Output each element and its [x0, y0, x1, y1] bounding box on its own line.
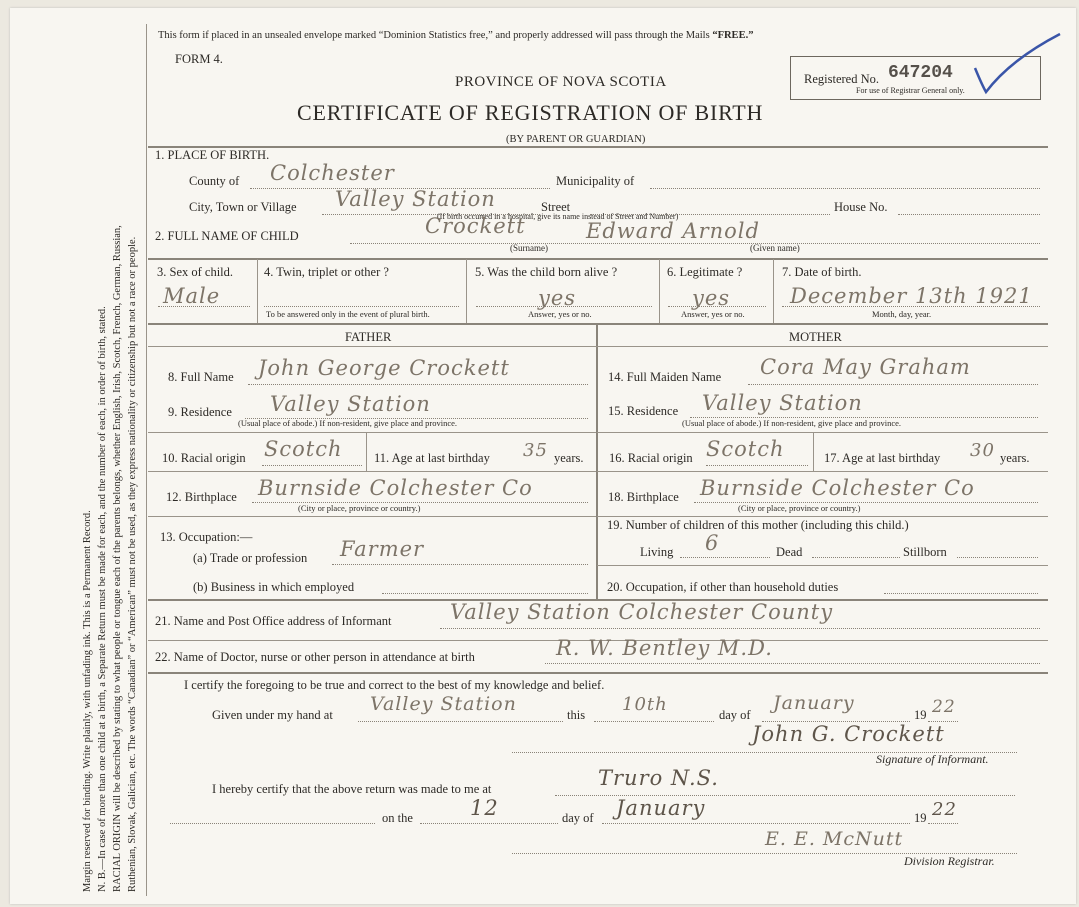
father-birthplace-label: 12. Birthplace	[166, 490, 237, 504]
father-trade-line	[332, 564, 588, 565]
child-surname-value: Crockett	[425, 214, 526, 238]
county-label: County of	[189, 174, 240, 188]
returned-day-line	[420, 823, 558, 824]
legitimate-label: 6. Legitimate ?	[667, 265, 743, 279]
father-birthplace-top-rule	[148, 471, 596, 472]
given-place-line	[358, 721, 563, 722]
margin-binding-note: Margin reserved for binding. Write plainly, with unfading ink. This is a Permanent Record.	[82, 510, 93, 892]
house-label: House No.	[834, 200, 888, 214]
living-value: 6	[705, 531, 720, 555]
mother-occupation-top-rule	[597, 565, 1048, 566]
mother-age-suffix: years.	[1000, 451, 1030, 465]
informant-label: 21. Name and Post Office address of Informant	[155, 614, 392, 628]
alive-line	[476, 306, 652, 307]
col-divider-4	[773, 259, 774, 323]
mother-occupation-label: 20. Occupation, if other than household duties	[607, 580, 839, 594]
legitimate-note: Answer, yes or no.	[681, 309, 745, 319]
mother-occupation-line	[884, 593, 1038, 594]
father-residence-note: (Usual place of abode.) If non-resident, give place and province.	[238, 418, 458, 428]
returned-year-value: 22	[932, 799, 957, 820]
child-given-name-value: Edward Arnold	[586, 219, 760, 243]
given-month-value: January	[773, 692, 855, 714]
house-line	[898, 214, 1040, 215]
twin-label: 4. Twin, triplet or other ?	[264, 265, 389, 279]
father-name-line	[248, 384, 588, 385]
legitimate-value: yes	[692, 286, 731, 310]
margin-racial-note-cont: Ruthenian, Slovak, Galician, etc. The words “Canadian” or “American” must not be used, as they express nationality or citizenship but not a race or people.	[127, 236, 138, 892]
dob-note: Month, day, year.	[872, 309, 932, 319]
sex-value: Male	[163, 284, 221, 308]
alive-value: yes	[538, 286, 577, 310]
place-of-birth-heading: 1. PLACE OF BIRTH.	[155, 148, 270, 162]
twin-line	[264, 306, 459, 307]
child-name-line	[350, 243, 1040, 244]
stillborn-label: Stillborn	[903, 545, 947, 559]
father-residence-label: 9. Residence	[168, 405, 232, 419]
margin-racial-note: RACIAL ORIGIN will be described by stating to what people or tongue each of the parents belongs, whether English, Irish, Scotch, French, German, Russian,	[112, 225, 123, 892]
registrar-use-note: For use of Registrar General only.	[856, 86, 965, 95]
check-mark-icon	[970, 30, 1065, 100]
parents-center-divider	[596, 324, 598, 599]
given-place-value: Valley Station	[370, 693, 517, 715]
alive-label: 5. Was the child born alive ?	[475, 265, 618, 279]
certify-text: I certify the foregoing to be true and correct to the best of my knowledge and belief.	[184, 678, 605, 692]
father-heading: FATHER	[345, 330, 392, 344]
father-name-value: John George Crockett	[258, 356, 510, 380]
mother-name-label: 14. Full Maiden Name	[608, 370, 722, 384]
twin-note: To be answered only in the event of plural birth.	[266, 309, 430, 319]
child-details-bottom-rule	[148, 323, 1048, 325]
returned-place-value: Truro N.S.	[598, 766, 719, 790]
county-value: Colchester	[270, 161, 395, 185]
father-occupation-label: 13. Occupation:—	[160, 530, 253, 544]
registrar-caption: Division Registrar.	[904, 854, 995, 868]
given-day-value: 10th	[622, 694, 668, 715]
surname-caption: (Surname)	[510, 243, 548, 253]
col-divider-1	[257, 259, 258, 323]
dead-label: Dead	[776, 545, 803, 559]
mother-racial-value: Scotch	[706, 437, 785, 461]
father-racial-value: Scotch	[264, 437, 343, 461]
city-value: Valley Station	[335, 187, 496, 211]
returned-month-line	[602, 823, 910, 824]
registrar-signature: E. E. McNutt	[765, 828, 904, 850]
page-title: CERTIFICATE OF REGISTRATION OF BIRTH	[297, 100, 764, 125]
municipality-line	[650, 188, 1040, 189]
legitimate-line	[668, 306, 766, 307]
mother-residence-value: Valley Station	[702, 391, 863, 415]
margin-nb-note: N. B.—In case of more than one child at a birth, a Separate Return must be made for each, and the number of each, in order of birth, stated.	[97, 306, 108, 892]
header-divider	[148, 146, 1048, 148]
mother-racial-line	[706, 465, 808, 466]
dob-value: December 13th 1921	[790, 284, 1033, 308]
city-label: City, Town or Village	[189, 200, 297, 214]
given-under-label: Given under my hand at	[212, 708, 333, 722]
returned-day-of-label: day of	[562, 811, 594, 825]
father-name-label: 8. Full Name	[168, 370, 234, 384]
parents-heading-rule	[148, 346, 1048, 347]
mother-age-divider	[813, 433, 814, 471]
given-day-line	[594, 721, 714, 722]
father-trade-value: Farmer	[340, 537, 425, 561]
father-birthplace-value: Burnside Colchester Co	[258, 476, 533, 500]
returned-day-value: 12	[470, 796, 499, 820]
year-prefix: 19	[914, 708, 927, 722]
dob-label: 7. Date of birth.	[782, 265, 862, 279]
informant-signature-caption: Signature of Informant.	[876, 752, 989, 766]
father-occupation-top-rule	[148, 516, 596, 517]
mother-birthplace-value: Burnside Colchester Co	[700, 476, 975, 500]
father-birthplace-note: (City or place, province or country.)	[298, 503, 421, 513]
registered-label: Registered No.	[804, 72, 879, 86]
child-name-label: 2. FULL NAME OF CHILD	[155, 229, 299, 243]
form-number: FORM 4.	[175, 52, 223, 66]
returned-month-value: January	[616, 796, 706, 820]
father-racial-label: 10. Racial origin	[162, 451, 246, 465]
page-subtitle: (BY PARENT OR GUARDIAN)	[506, 134, 646, 145]
informant-line	[440, 628, 1040, 629]
father-age-suffix: years.	[554, 451, 584, 465]
father-residence-value: Valley Station	[270, 392, 431, 416]
mother-name-line	[748, 384, 1038, 385]
street-label: Street	[541, 200, 571, 214]
province-title: PROVINCE OF NOVA SCOTIA	[455, 74, 667, 90]
day-of-label: day of	[719, 708, 751, 722]
mother-birthplace-note: (City or place, province or country.)	[738, 503, 861, 513]
mother-name-value: Cora May Graham	[760, 355, 971, 379]
father-age-label: 11. Age at last birthday	[374, 451, 490, 465]
registered-number: 647204	[888, 63, 953, 83]
father-business-label: (b) Business in which employed	[193, 580, 355, 594]
alive-note: Answer, yes or no.	[528, 309, 592, 319]
mother-birthplace-top-rule	[597, 471, 1048, 472]
mother-heading: MOTHER	[789, 330, 842, 344]
child-details-top-rule	[148, 258, 1048, 260]
free-label: “FREE.”	[712, 30, 754, 41]
informant-signature: John G. Crockett	[752, 722, 945, 746]
sex-line	[158, 306, 250, 307]
doctor-label: 22. Name of Doctor, nurse or other person in attendance at birth	[155, 650, 475, 664]
dead-line	[812, 557, 900, 558]
living-line	[680, 557, 770, 558]
margin-notes	[80, 225, 140, 892]
hospital-note: (If birth occurred in a hospital, give its name instead of Street and Number)	[437, 212, 679, 221]
mother-birthplace-label: 18. Birthplace	[608, 490, 679, 504]
col-divider-3	[659, 259, 660, 323]
father-business-line	[382, 593, 588, 594]
mother-racial-label: 16. Racial origin	[609, 451, 693, 465]
returned-blank-line	[170, 823, 375, 824]
col-divider-2	[466, 259, 467, 323]
mother-age-label: 17. Age at last birthday	[824, 451, 941, 465]
dob-line	[782, 306, 1040, 307]
mother-residence-note: (Usual place of abode.) If non-resident, give place and province.	[682, 418, 902, 428]
returned-year-line	[928, 823, 958, 824]
on-the-label: on the	[382, 811, 413, 825]
mother-residence-label: 15. Residence	[608, 404, 679, 418]
margin-rule	[146, 24, 147, 896]
municipality-label: Municipality of	[556, 174, 635, 188]
given-name-caption: (Given name)	[750, 243, 800, 253]
mother-age-value: 30	[970, 440, 995, 461]
mother-children-top-rule	[597, 516, 1048, 517]
mother-racial-top-rule	[597, 432, 1048, 433]
doctor-value: R. W. Bentley M.D.	[556, 636, 773, 660]
living-label: Living	[640, 545, 674, 559]
returned-year-prefix: 19	[914, 811, 927, 825]
this-label: this	[567, 708, 586, 722]
mother-children-label: 19. Number of children of this mother (including this child.)	[607, 518, 909, 532]
father-racial-top-rule	[148, 432, 596, 433]
given-year-value: 22	[932, 697, 956, 717]
informant-value: Valley Station Colchester County	[450, 600, 834, 624]
doctor-bottom-rule	[148, 672, 1048, 674]
father-trade-label: (a) Trade or profession	[193, 551, 308, 565]
father-age-value: 35	[523, 440, 548, 461]
father-age-divider	[366, 433, 367, 471]
returned-text: I hereby certify that the above return was made to me at	[212, 782, 492, 796]
doctor-line	[545, 663, 1040, 664]
mail-note: This form if placed in an unsealed envelope marked “Dominion Statistics free,” and properly addressed will pass through the Mails “FREE.”	[158, 30, 754, 41]
sex-label: 3. Sex of child.	[157, 265, 234, 279]
stillborn-line	[957, 557, 1038, 558]
father-racial-line	[262, 465, 362, 466]
